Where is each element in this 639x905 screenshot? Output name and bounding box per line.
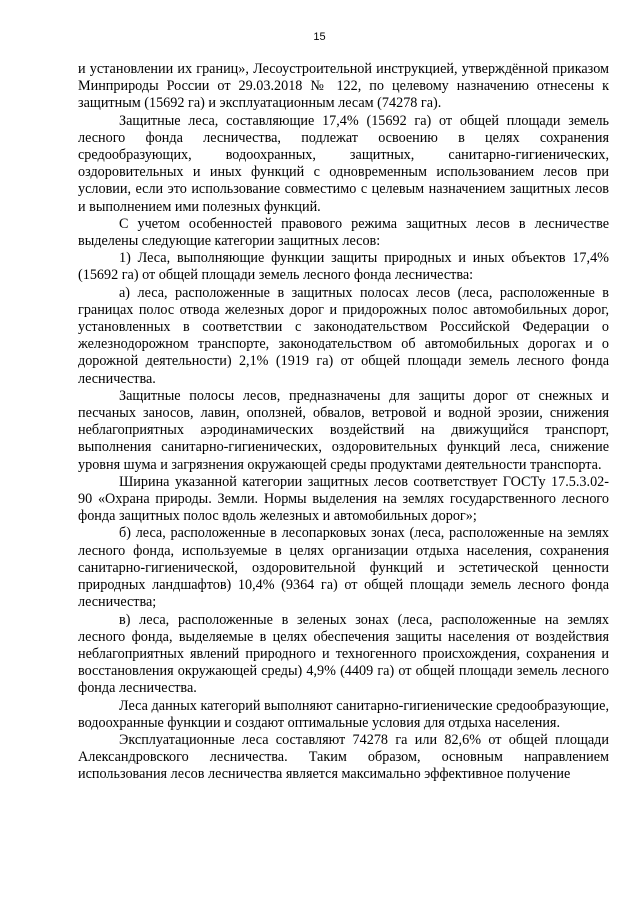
- paragraph-item-b: б) леса, расположенные в лесопарковых зонах (леса, расположенные на землях лесного фонда, используемые в целях организации отдыха населения, сохранения санитарно-гигиенической, оздоровительной функций и эстетической ценности природных ландшафтов) 10,4% (9364 га) от общей площади земель лесного фонда лесничества;: [78, 525, 609, 611]
- paragraph-protective-forests: Защитные леса, составляющие 17,4% (15692 га) от общей площади земель лесного фонда лесничества, подлежат освоению в целях сохранения средообразующих, водоохранных, защитных, санитарно-гигиенических, оздоровительных и иных функций с одновременным использованием лесов при условии, если это использование совместимо с целевым назначением защитных лесов и выполнением ими полезных функций.: [78, 112, 609, 215]
- paragraph-categories-intro: С учетом особенностей правового режима защитных лесов в лесничестве выделены следующие категории защитных лесов:: [78, 215, 609, 250]
- paragraph-item-v: в) леса, расположенные в зеленых зонах (леса, расположенные на землях лесного фонда, выделяемые в целях обеспечения защиты населения от воздействия неблагоприятных явлений природного и техногенного происхождения, сохранения и восстановления окружающей среды) 4,9% (4409 га) от общей площади земель лесного фонда лесничества.: [78, 611, 609, 697]
- paragraph-categories-functions: Леса данных категорий выполняют санитарно-гигиенические средообразующие, водоохранные функции и создают оптимальные условия для отдыха населения.: [78, 697, 609, 731]
- page-number: 15: [313, 31, 326, 43]
- paragraph-width-gost: Ширина указанной категории защитных лесов соответствует ГОСТу 17.5.3.02-90 «Охрана природы. Земли. Нормы выделения на землях государственного лесного фонда защитных полос вдоль железных и автомобильных дорог»;: [78, 473, 609, 525]
- paragraph-item-1: 1) Леса, выполняющие функции защиты природных и иных объектов 17,4% (15692 га) от общей площади земель лесного фонда лесничества:: [78, 250, 609, 284]
- paragraph-protective-strips: Защитные полосы лесов, предназначены для защиты дорог от снежных и песчаных заносов, лавин, оползней, обвалов, ветровой и водной эрозии, снижения неблагоприятных аэродинамических воздействий на движущийся транспорт, выполнения санитарно-гигиенических, оздоровительных функций леса, снижение уровня шума и загрязнения окружающей среды продуктами деятельности транспорта.: [78, 387, 609, 473]
- body-text: [78, 61, 609, 784]
- paragraph-item-a: а) леса, расположенные в защитных полосах лесов (леса, расположенные в границах полос отвода железных дорог и придорожных полос автомобильных дорог, установленных в соответствии с законодательством Российской Федерации о железнодорожном транспорте, законодательством об автомобильных дорогах и о дорожной деятельности) 2,1% (1919 га) от общей площади земель лесного фонда лесничества.: [78, 284, 609, 387]
- paragraph-continuation: и установлении их границ», Лесоустроительной инструкцией, утверждённой приказом Минприроды России от 29.03.2018 № 122, по целевому назначению отнесены к защитным (15692 га) и эксплуатационным лесам (74278 га).: [78, 61, 609, 112]
- paragraph-exploitation-forests: Эксплуатационные леса составляют 74278 га или 82,6% от общей площади Александровского лесничества. Таким образом, основным направлением использования лесов лесничества является максимально эффективное получение: [78, 731, 609, 783]
